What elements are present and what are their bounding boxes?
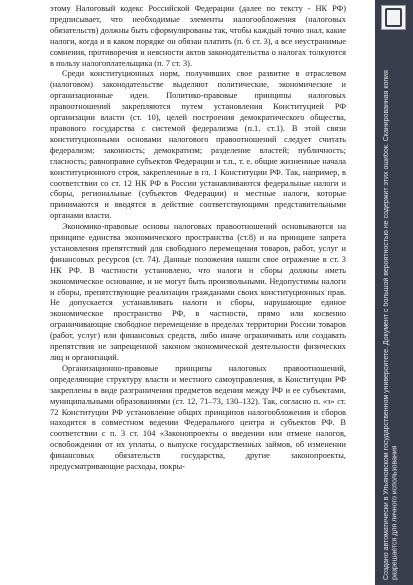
paragraph: этому Налоговый кодекс Российской Федерации (далее по тексту - НК РФ) предписывает, что необходимые элементы налогообложения (налоговых обязательств) должны быть сформулированы так, чтобы каждый точно знал, какие налоги, когда и в каком порядке он обязан платить (п. 6 ст. 3), а все неустранимые сомнения, противоречия и неясности актов законодательства о налогах толкуются в пользу налогоплательщика (п. 7 ст. 3). <box>50 4 346 68</box>
side-watermark-stripe <box>375 0 413 585</box>
paragraph: Экономико-правовые основы налоговых правоотношений основываются на принципе единства экономического пространства (ст.8) и на принципе запрета установления препятствий для свободного перемещения товаров, работ, услуг и финансовых ресурсов (ст. 74). Данные положения нашли свое отражение в ст. 3 НК РФ. В частности установлено, что налоги и сборы должны иметь экономическое основание, и не могут быть произвольными. Недопустимы налоги и сборы, препятствующие реализации гражданами своих конституционных прав. Не допускается устанавливать налоги и сборы, нарушающие единое экономическое пространство РФ, в частности, прямо или косвенно ограничивающие свободное перемещение в пределах территории России товаров (работ, услуг) или финансовых средств, либо иначе ограничивать или создавать препятствия не запрещенной законом экономической деятельности физических лиц и организаций. <box>50 222 346 362</box>
paragraph: Организационно-правовые принципы налоговых правоотношений, определяющие структуру власти и местного самоуправления, в Конституции РФ закреплены в виде разграничения предметов ведения между РФ и ее субъектами, муниципальными образованиями (ст. 12, 71–73, 130–132). Так, согласно п. «з» ст. 72 Конституции РФ установление общих принципов налогообложения и сборов находится в совместном ведении Федерального центра и субъектов РФ. В соответствии с п. 3 ст. 104 «Законопроекты о введении или отмене налогов, освобождении от их уплаты, о выпуске государственных займов, об изменении финансовых обязательств государства, другие законопроекты, предусматривающие расходы, покры- <box>50 363 346 472</box>
paragraph: Среди конституционных норм, получивших свое развитие в отраслевом (налоговом) законодательстве выделяют политические, экономические и организационные идеи. Политико-правовые принципы налоговых правоотношений закрепляются путем установления Конституцией РФ организации власти (ст. 10), целей построения демократического общества, правового государства с системой федерализма (п.1. ст.1). В этой связи конституционными основами налогового правоотношений следует считать федерализм; законность; демократизм; разделение властей; публичность; гласность; равноправие субъектов Федерации и т.п., т. е. общие жизненные начала конституционного строя, закрепленные в гл. 1 Конституции РФ. Так, например, в соответствии со ст. 12 НК РФ в России устанавливаются федеральные налоги и сборы, региональные (субъектов Федерации) и местные налоги, которые принимаются и вводятся в действие соответствующими представительными органами власти. <box>50 69 346 221</box>
watermark-text: Создано автоматически в Ульяновском государственном университете. Документ с большой вероятностью не содержит этих ошибок. Сканированная копия разрешается для личного использования <box>383 70 399 580</box>
document-body <box>50 4 346 582</box>
library-logo-icon <box>381 5 406 30</box>
